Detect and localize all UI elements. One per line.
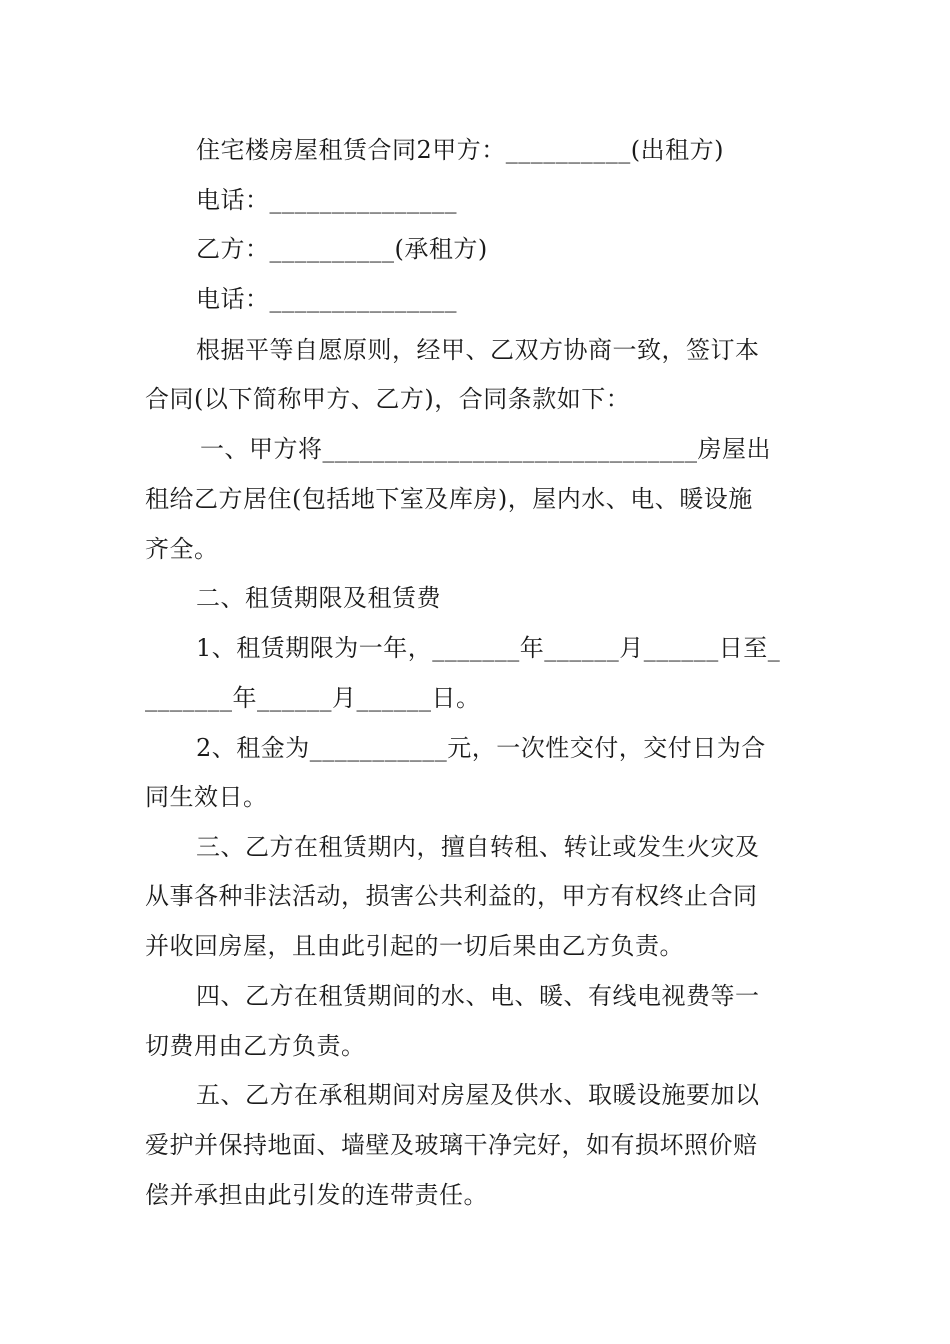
clause-2-2-line-1: 2、租金为___________元，一次性交付，交付日为合: [196, 734, 766, 762]
clause-4-line-2: 切费用由乙方负责。: [145, 1032, 366, 1060]
clause-5-line-2: 爱护并保持地面、墙壁及玻璃干净完好，如有损坏照价赔: [145, 1131, 758, 1159]
preamble-line-1: 根据平等自愿原则，经甲、乙双方协商一致，签订本: [196, 336, 760, 364]
clause-2-1-line-2: _______年______月______日。: [145, 684, 481, 712]
clause-3-line-2: 从事各种非法活动，损害公共利益的，甲方有权终止合同: [145, 882, 758, 910]
preamble-line-2: 合同(以下简称甲方、乙方)，合同条款如下：: [145, 385, 631, 413]
party-b-phone: 电话：_______________: [196, 285, 457, 313]
clause-1-line-3: 齐全。: [145, 535, 219, 563]
clause-3-line-3: 并收回房屋，且由此引起的一切后果由乙方负责。: [145, 932, 684, 960]
clause-1-line-2: 租给乙方居住(包括地下室及库房)，屋内水、电、暖设施: [145, 485, 753, 513]
clause-5-line-1: 五、乙方在承租期间对房屋及供水、取暖设施要加以: [196, 1081, 760, 1109]
clause-3-line-1: 三、乙方在租赁期内，擅自转租、转让或发生火灾及: [196, 833, 760, 861]
party-a-phone: 电话：_______________: [196, 186, 457, 214]
clause-5-line-3: 偿并承担由此引发的连带责任。: [145, 1181, 488, 1209]
clause-4-line-1: 四、乙方在租赁期间的水、电、暖、有线电视费等一: [196, 982, 760, 1010]
clause-1-line-1: 一、甲方将______________________________房屋出: [200, 435, 771, 463]
clause-2-heading: 二、租赁期限及租赁费: [196, 584, 441, 612]
party-b: 乙方：__________(承租方): [196, 235, 488, 263]
clause-2-1-line-1: 1、租赁期限为一年，_______年______月______日至_: [196, 634, 781, 662]
clause-2-2-line-2: 同生效日。: [145, 783, 268, 811]
contract-title-party-a: 住宅楼房屋租赁合同2甲方：__________(出租方): [196, 136, 724, 164]
